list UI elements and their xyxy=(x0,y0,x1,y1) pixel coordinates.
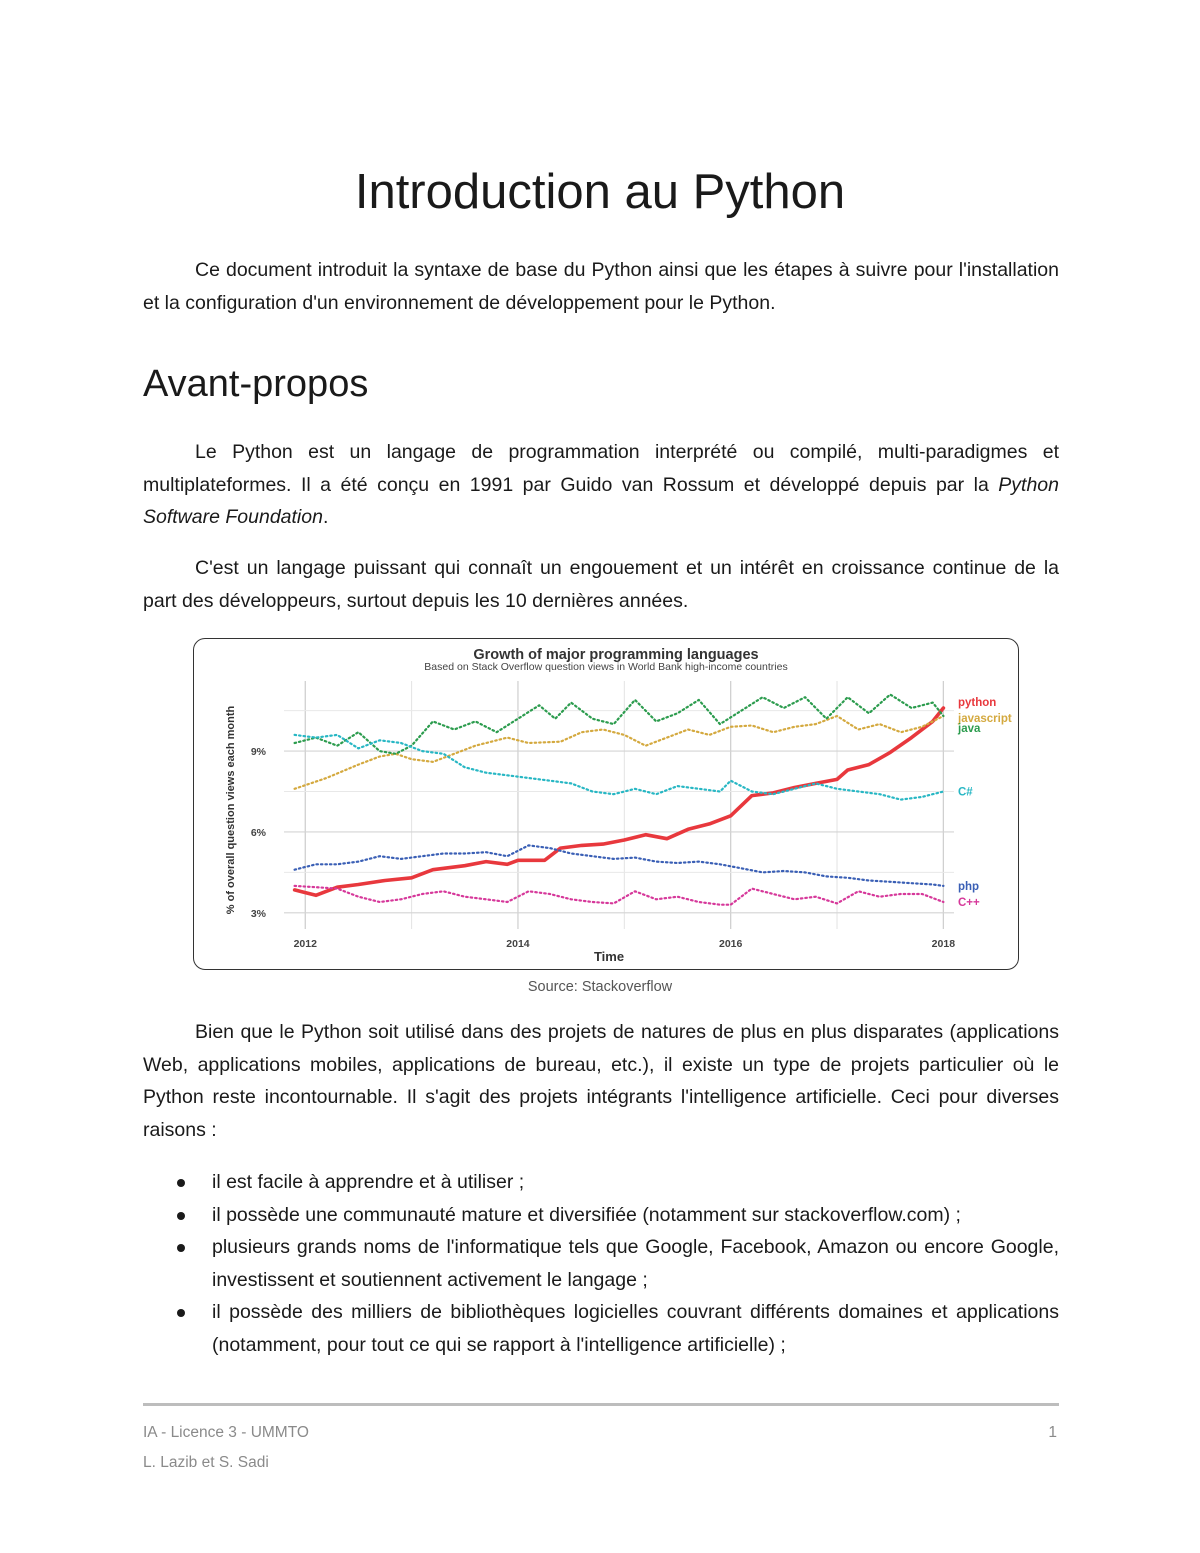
list-item xyxy=(143,1231,1059,1296)
foundation-name: Python Software Foundation xyxy=(143,473,1059,528)
history-paragraph xyxy=(143,436,1059,534)
chart-labels xyxy=(225,647,1012,964)
series-label: C++ xyxy=(958,897,980,910)
history-end: . xyxy=(322,506,329,528)
reasons-list xyxy=(143,1166,1059,1361)
list-item-text: il est facile à apprendre et à utiliser ; xyxy=(212,1171,525,1193)
chart-figure xyxy=(193,638,1019,970)
list-item xyxy=(143,1199,1059,1232)
chart-subtitle: Based on Stack Overflow question views in World Bank high-income countries xyxy=(424,661,788,673)
chart-title: Growth of major programming languages xyxy=(473,647,759,663)
series-line-c++ xyxy=(295,886,944,905)
x-axis-label: Time xyxy=(593,949,625,964)
list-item xyxy=(143,1296,1059,1361)
language-growth-chart xyxy=(194,639,1017,968)
series-label: C# xyxy=(958,786,973,799)
y-tick-label: 3% xyxy=(250,907,266,920)
footer-line-1 xyxy=(143,1424,1059,1442)
y-axis-label: % of overall question views each month xyxy=(225,705,237,915)
x-tick-label: 2018 xyxy=(931,938,956,950)
history-text: Le Python est un langage de programmation interprété ou compilé, multi-paradigmes et multiplateformes. Il a été conçu en 1991 par Guido van Rossum et développé depuis par la xyxy=(143,441,1059,496)
section-heading: Avant-propos xyxy=(143,363,369,405)
list-item-text: il possède une communauté mature et diversifiée (notamment sur stackoverflow.com) ; xyxy=(212,1203,961,1226)
chart-series xyxy=(295,695,944,905)
list-item-text: il possède des milliers de bibliothèques logicielles couvrant différents domaines et applications (notamment, pour tout ce qui se rapport à l'intelligence artificielle) ; xyxy=(212,1301,1059,1356)
intro-paragraph: Ce document introduit la syntaxe de base du Python ainsi que les étapes à suivre pour l'installation et la configuration d'un environnement de développement pour le Python. xyxy=(143,259,1059,314)
series-label: python xyxy=(958,696,997,709)
list-item-text: plusieurs grands noms de l'informatique tels que Google, Facebook, Amazon ou encore Google, investissent et soutiennent activement le langage ; xyxy=(212,1236,1059,1291)
ai-paragraph: Bien que le Python soit utilisé dans des projets de natures de plus en plus disparates (applications Web, applications mobiles, applications de bureau, etc.), il existe un type de projets particulier où le Python reste incontournable. Il s'agit des projets intégrants l'intelligence artificielle. Ceci pour diverses raisons : xyxy=(143,1021,1059,1141)
bullet-icon xyxy=(177,1212,185,1220)
bullet-icon xyxy=(177,1309,185,1317)
series-line-java xyxy=(295,695,944,754)
series-label: javascript xyxy=(958,713,1012,726)
footer-divider xyxy=(143,1403,1059,1406)
footer-course: IA - Licence 3 - UMMTO xyxy=(143,1424,309,1441)
list-item xyxy=(143,1166,1059,1199)
bullet-icon xyxy=(177,1179,185,1187)
x-tick-label: 2014 xyxy=(506,938,530,950)
y-tick-label: 6% xyxy=(250,826,266,839)
x-tick-label: 2016 xyxy=(718,938,743,950)
page-number: 1 xyxy=(1048,1424,1057,1441)
series-line-c# xyxy=(295,735,944,800)
bullet-icon xyxy=(177,1244,185,1252)
series-line-javascript xyxy=(295,716,944,789)
x-tick-label: 2012 xyxy=(293,938,317,950)
popularity-paragraph: C'est un langage puissant qui connaît un engouement et un intérêt en croissance continue de la part des développeurs, surtout depuis les 10 dernières années. xyxy=(143,557,1059,612)
footer-authors: L. Lazib et S. Sadi xyxy=(143,1454,269,1471)
figure-caption: Source: Stackoverflow xyxy=(527,979,673,995)
series-label: php xyxy=(958,880,980,893)
footer-line-2 xyxy=(143,1454,1059,1472)
series-line-python xyxy=(295,708,944,895)
series-label: java xyxy=(958,723,981,736)
y-tick-label: 9% xyxy=(250,746,266,759)
page-title: Introduction au Python xyxy=(354,165,846,219)
